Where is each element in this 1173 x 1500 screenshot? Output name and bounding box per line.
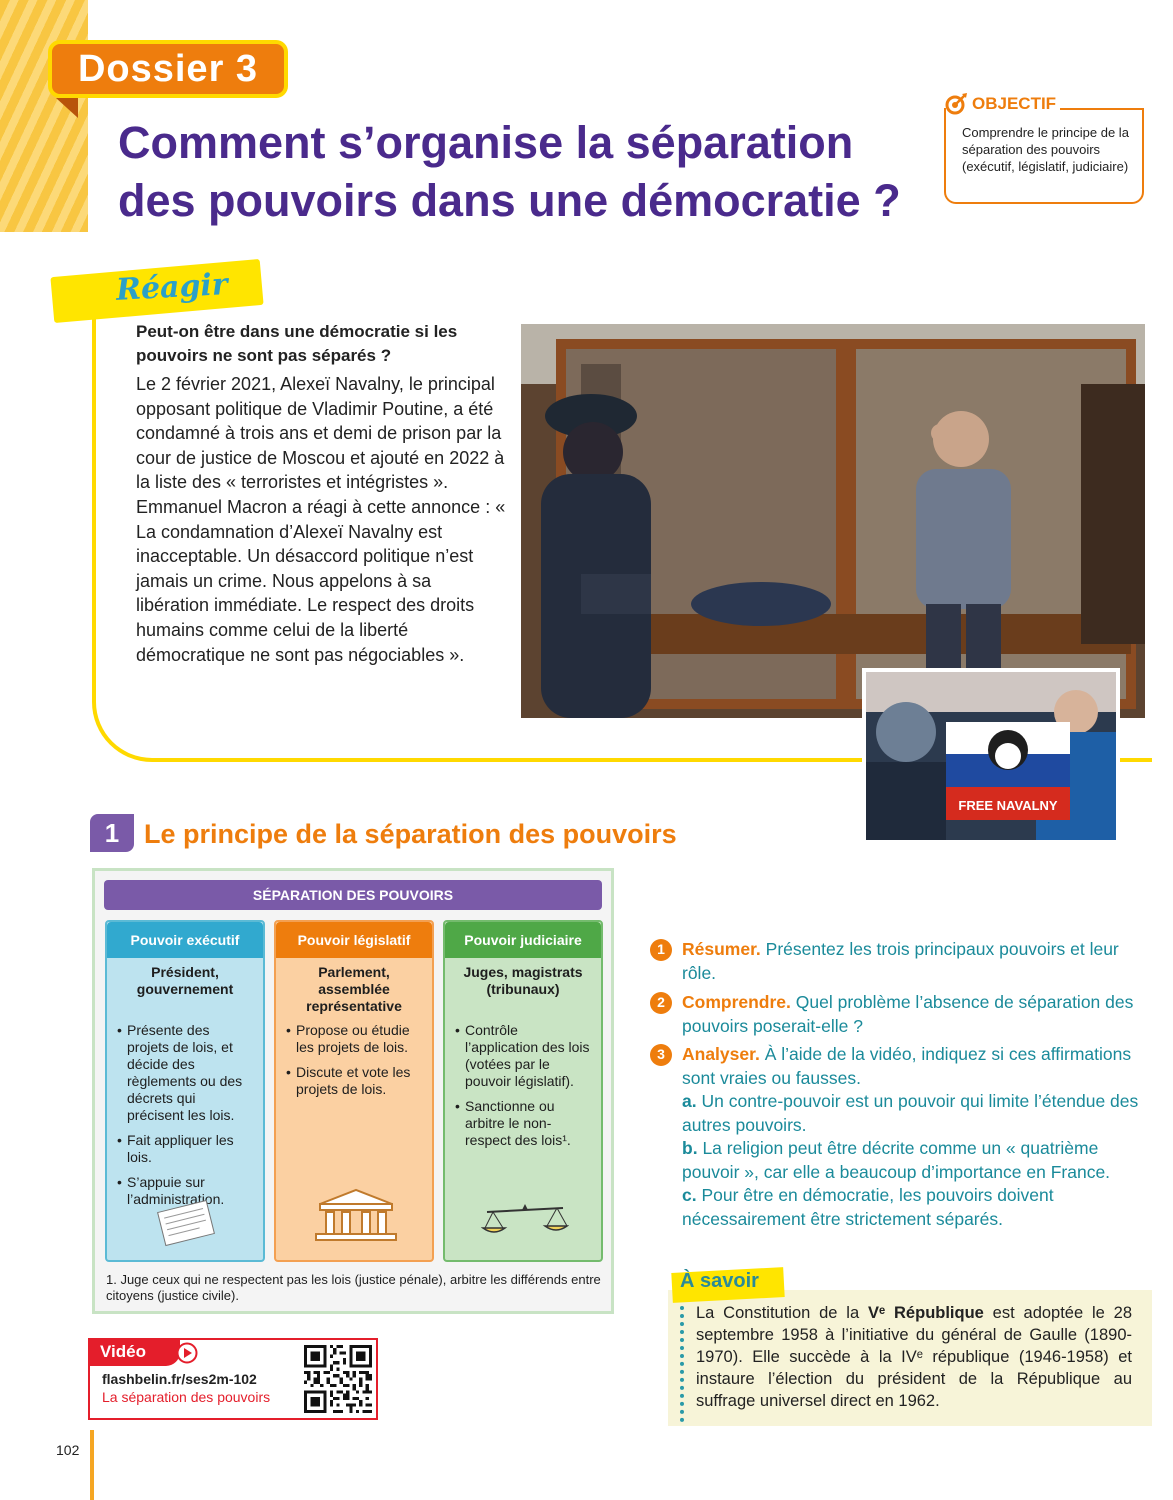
target-icon: [944, 92, 968, 116]
question-sub-b: b. La religion peut être décrite comme un « quatrième pouvoir », car elle a beaucoup d’importance en France.: [682, 1138, 1111, 1182]
list-item: • S’appuie sur l’administration.: [117, 1174, 255, 1208]
column-executive: [105, 920, 265, 1262]
column-judiciary: [443, 920, 603, 1262]
question-number: 2: [650, 992, 672, 1014]
question-keyword: Analyser.: [682, 1044, 760, 1064]
question-2: [650, 991, 1150, 1038]
page-number: 102: [56, 1442, 80, 1458]
diagram-title: SÉPARATION DES POUVOIRS: [104, 880, 602, 910]
column-who-legislative: Parlement, assemblée représentative: [306, 964, 402, 1014]
question-1: [650, 938, 1150, 985]
question-3: [650, 1043, 1150, 1231]
question-sub-c: c. Pour être en démocratie, les pouvoirs doivent nécessairement être strictement séparés.: [682, 1185, 1054, 1229]
list-item: • Propose ou étudie les projets de lois.: [286, 1022, 424, 1056]
a-savoir-label: À savoir: [680, 1270, 759, 1292]
free-navalny-sign: FREE NAVALNY: [958, 798, 1058, 813]
list-item: • Présente des projets de lois, et décide des règlements ou des décrets qui précisent les lois.: [117, 1022, 255, 1124]
list-item: • Contrôle l’application des lois (votées par le pouvoir législatif).: [455, 1022, 593, 1090]
scales-of-justice-icon: [481, 1200, 569, 1240]
document-icon: [153, 1198, 219, 1248]
page-title: Comment s’organise la séparation des pouvoirs dans une démocratie ?: [118, 117, 901, 226]
question-number: 1: [650, 939, 672, 961]
question-number: 3: [650, 1044, 672, 1066]
objectif-label: OBJECTIF: [972, 94, 1057, 113]
reagir-label: Réagir: [115, 267, 229, 308]
list-item: • Sanctionne ou arbitre le non-respect des lois¹.: [455, 1098, 593, 1149]
column-legislative: [274, 920, 434, 1262]
reagir-question: Peut-on être dans une démocratie si les pouvoirs ne sont pas séparés ?: [136, 322, 458, 365]
question-keyword: Résumer.: [682, 939, 761, 959]
question-sub-a: a. Un contre-pouvoir est un pouvoir qui limite l’étendue des autres pouvoirs.: [682, 1091, 1139, 1135]
question-keyword: Comprendre.: [682, 992, 791, 1012]
list-item: • Fait appliquer les lois.: [117, 1132, 255, 1166]
protest-photo: [862, 668, 1120, 844]
qr-code-icon[interactable]: [304, 1345, 372, 1413]
dossier-badge: Dossier 3: [48, 40, 288, 98]
video-caption: La séparation des pouvoirs: [102, 1389, 271, 1405]
dossier-badge-fold: [56, 98, 78, 118]
reagir-text: Le 2 février 2021, Alexeï Navalny, le principal opposant politique de Vladimir Poutine, a été condamné à trois ans et demi de prison par la cour de justice de Moscou et ajouté en 2022 à la liste des « terroristes et intégristes ». Emmanuel Macron a réagi à cette annonce : « La condamnation d’Alexeï Navalny est inacceptable. Un désaccord politique n’est jamais un crime. Nous appelons à sa libération immédiate. Le respect des droits humains comme celui de la liberté démocratique ne sont pas négociables ».: [136, 374, 506, 665]
parliament-building-icon: [312, 1188, 400, 1244]
column-head-legislative: Pouvoir législatif: [276, 922, 432, 958]
play-icon[interactable]: [176, 1342, 198, 1364]
column-who-judiciary: Juges, magistrats (tribunaux): [463, 964, 583, 997]
column-items-legislative: [286, 1022, 424, 1106]
column-items-judiciary: [455, 1022, 593, 1157]
column-head-judiciary: Pouvoir judiciaire: [445, 922, 601, 958]
question-text: Présentez les trois principaux pouvoirs et leur rôle.: [682, 939, 1119, 983]
column-items-executive: [117, 1022, 255, 1216]
question-text: À l’aide de la vidéo, indiquez si ces affirmations sont vraies ou fausses.: [682, 1044, 1132, 1088]
section-title: Le principe de la séparation des pouvoirs: [144, 819, 677, 849]
question-text: Quel problème l’absence de séparation des pouvoirs poserait-elle ?: [682, 992, 1134, 1036]
objectif-rule: [1060, 108, 1144, 110]
objectif-text: Comprendre le principe de la séparation des pouvoirs (exécutif, législatif, judiciaire): [962, 125, 1129, 174]
a-savoir-text: La Constitution de la Vᵉ République est adoptée le 28 septembre 1958 à l’initiative du général de Gaulle (1890-1970). Elle succède à la IVᵉ république (1946-1958) et instaure l’élection du président de la République au suffrage universel direct en 1962.: [696, 1304, 1133, 1410]
a-savoir-dotted-rule: [680, 1306, 684, 1422]
video-link[interactable]: flashbelin.fr/ses2m-102: [102, 1371, 257, 1387]
objectif-header: [944, 92, 1144, 116]
section-number: 1: [90, 814, 134, 852]
list-item: • Discute et vote les projets de lois.: [286, 1064, 424, 1098]
courtroom-photo: [521, 324, 1145, 718]
diagram-footnote: 1. Juge ceux qui ne respectent pas les lois (justice pénale), arbitre les différends entre citoyens (justice civile).: [106, 1272, 601, 1303]
video-label: Vidéo: [88, 1338, 180, 1366]
column-who-executive: Président, gouvernement: [136, 964, 234, 997]
page-margin-bar: [90, 1430, 94, 1500]
column-head-executive: Pouvoir exécutif: [107, 922, 263, 958]
